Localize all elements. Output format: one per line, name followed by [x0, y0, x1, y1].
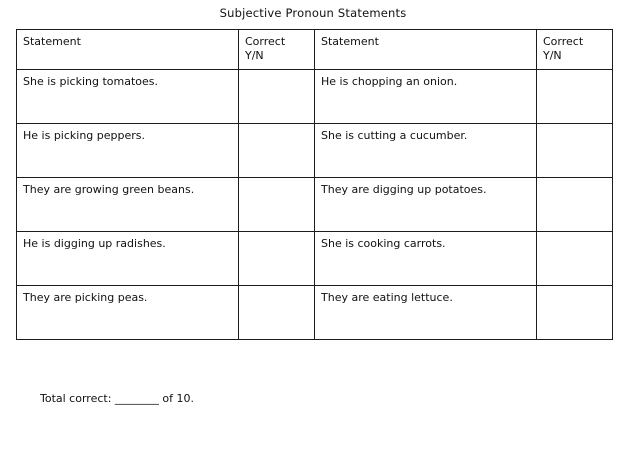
answer-cell[interactable]: [537, 286, 613, 340]
statement-cell: [315, 178, 537, 232]
answer-cell[interactable]: [537, 70, 613, 124]
statements-table: [16, 29, 613, 340]
column-header-statement-left-label: Statement: [23, 35, 81, 48]
statement-cell: [17, 286, 239, 340]
column-header-correct-right: [537, 30, 613, 70]
statement-cell: [17, 124, 239, 178]
table-row: [17, 70, 613, 124]
column-header-correct-left-sublabel: Y/N: [245, 48, 264, 62]
table-body: [17, 70, 613, 340]
column-header-correct-left: [239, 30, 315, 70]
table-row: [17, 286, 613, 340]
answer-cell[interactable]: [537, 232, 613, 286]
statement-text: He is picking peppers.: [23, 129, 146, 142]
answer-cell[interactable]: [239, 232, 315, 286]
column-header-statement-right: [315, 30, 537, 70]
column-header-statement-left: [17, 30, 239, 70]
total-correct-line: Total correct: ________ of 10.: [40, 392, 194, 405]
statement-cell: [315, 286, 537, 340]
table-header: [17, 30, 613, 70]
statement-cell: [315, 70, 537, 124]
answer-cell[interactable]: [239, 124, 315, 178]
table-header-row: [17, 30, 613, 70]
table-row: [17, 232, 613, 286]
answer-cell[interactable]: [239, 286, 315, 340]
column-header-correct-right-sublabel: Y/N: [543, 48, 562, 62]
statement-text: They are digging up potatoes.: [321, 183, 487, 196]
page-title: Subjective Pronoun Statements: [219, 6, 407, 20]
answer-cell[interactable]: [537, 178, 613, 232]
statement-text: He is chopping an onion.: [321, 75, 458, 88]
statement-text: She is cutting a cucumber.: [321, 129, 468, 142]
statement-cell: [17, 70, 239, 124]
table-row: [17, 178, 613, 232]
statement-text: She is picking tomatoes.: [23, 75, 159, 88]
statement-cell: [17, 178, 239, 232]
statement-text: They are eating lettuce.: [321, 291, 453, 304]
statement-cell: [17, 232, 239, 286]
column-header-correct-left-label: Correct: [245, 35, 286, 48]
statement-text: They are growing green beans.: [23, 183, 195, 196]
statement-cell: [315, 232, 537, 286]
table-row: [17, 124, 613, 178]
answer-cell[interactable]: [537, 124, 613, 178]
statement-cell: [315, 124, 537, 178]
column-header-correct-right-label: Correct: [543, 35, 584, 48]
statement-text: He is digging up radishes.: [23, 237, 166, 250]
column-header-statement-right-label: Statement: [321, 35, 379, 48]
answer-cell[interactable]: [239, 178, 315, 232]
answer-cell[interactable]: [239, 70, 315, 124]
statement-text: She is cooking carrots.: [321, 237, 446, 250]
statement-text: They are picking peas.: [23, 291, 148, 304]
